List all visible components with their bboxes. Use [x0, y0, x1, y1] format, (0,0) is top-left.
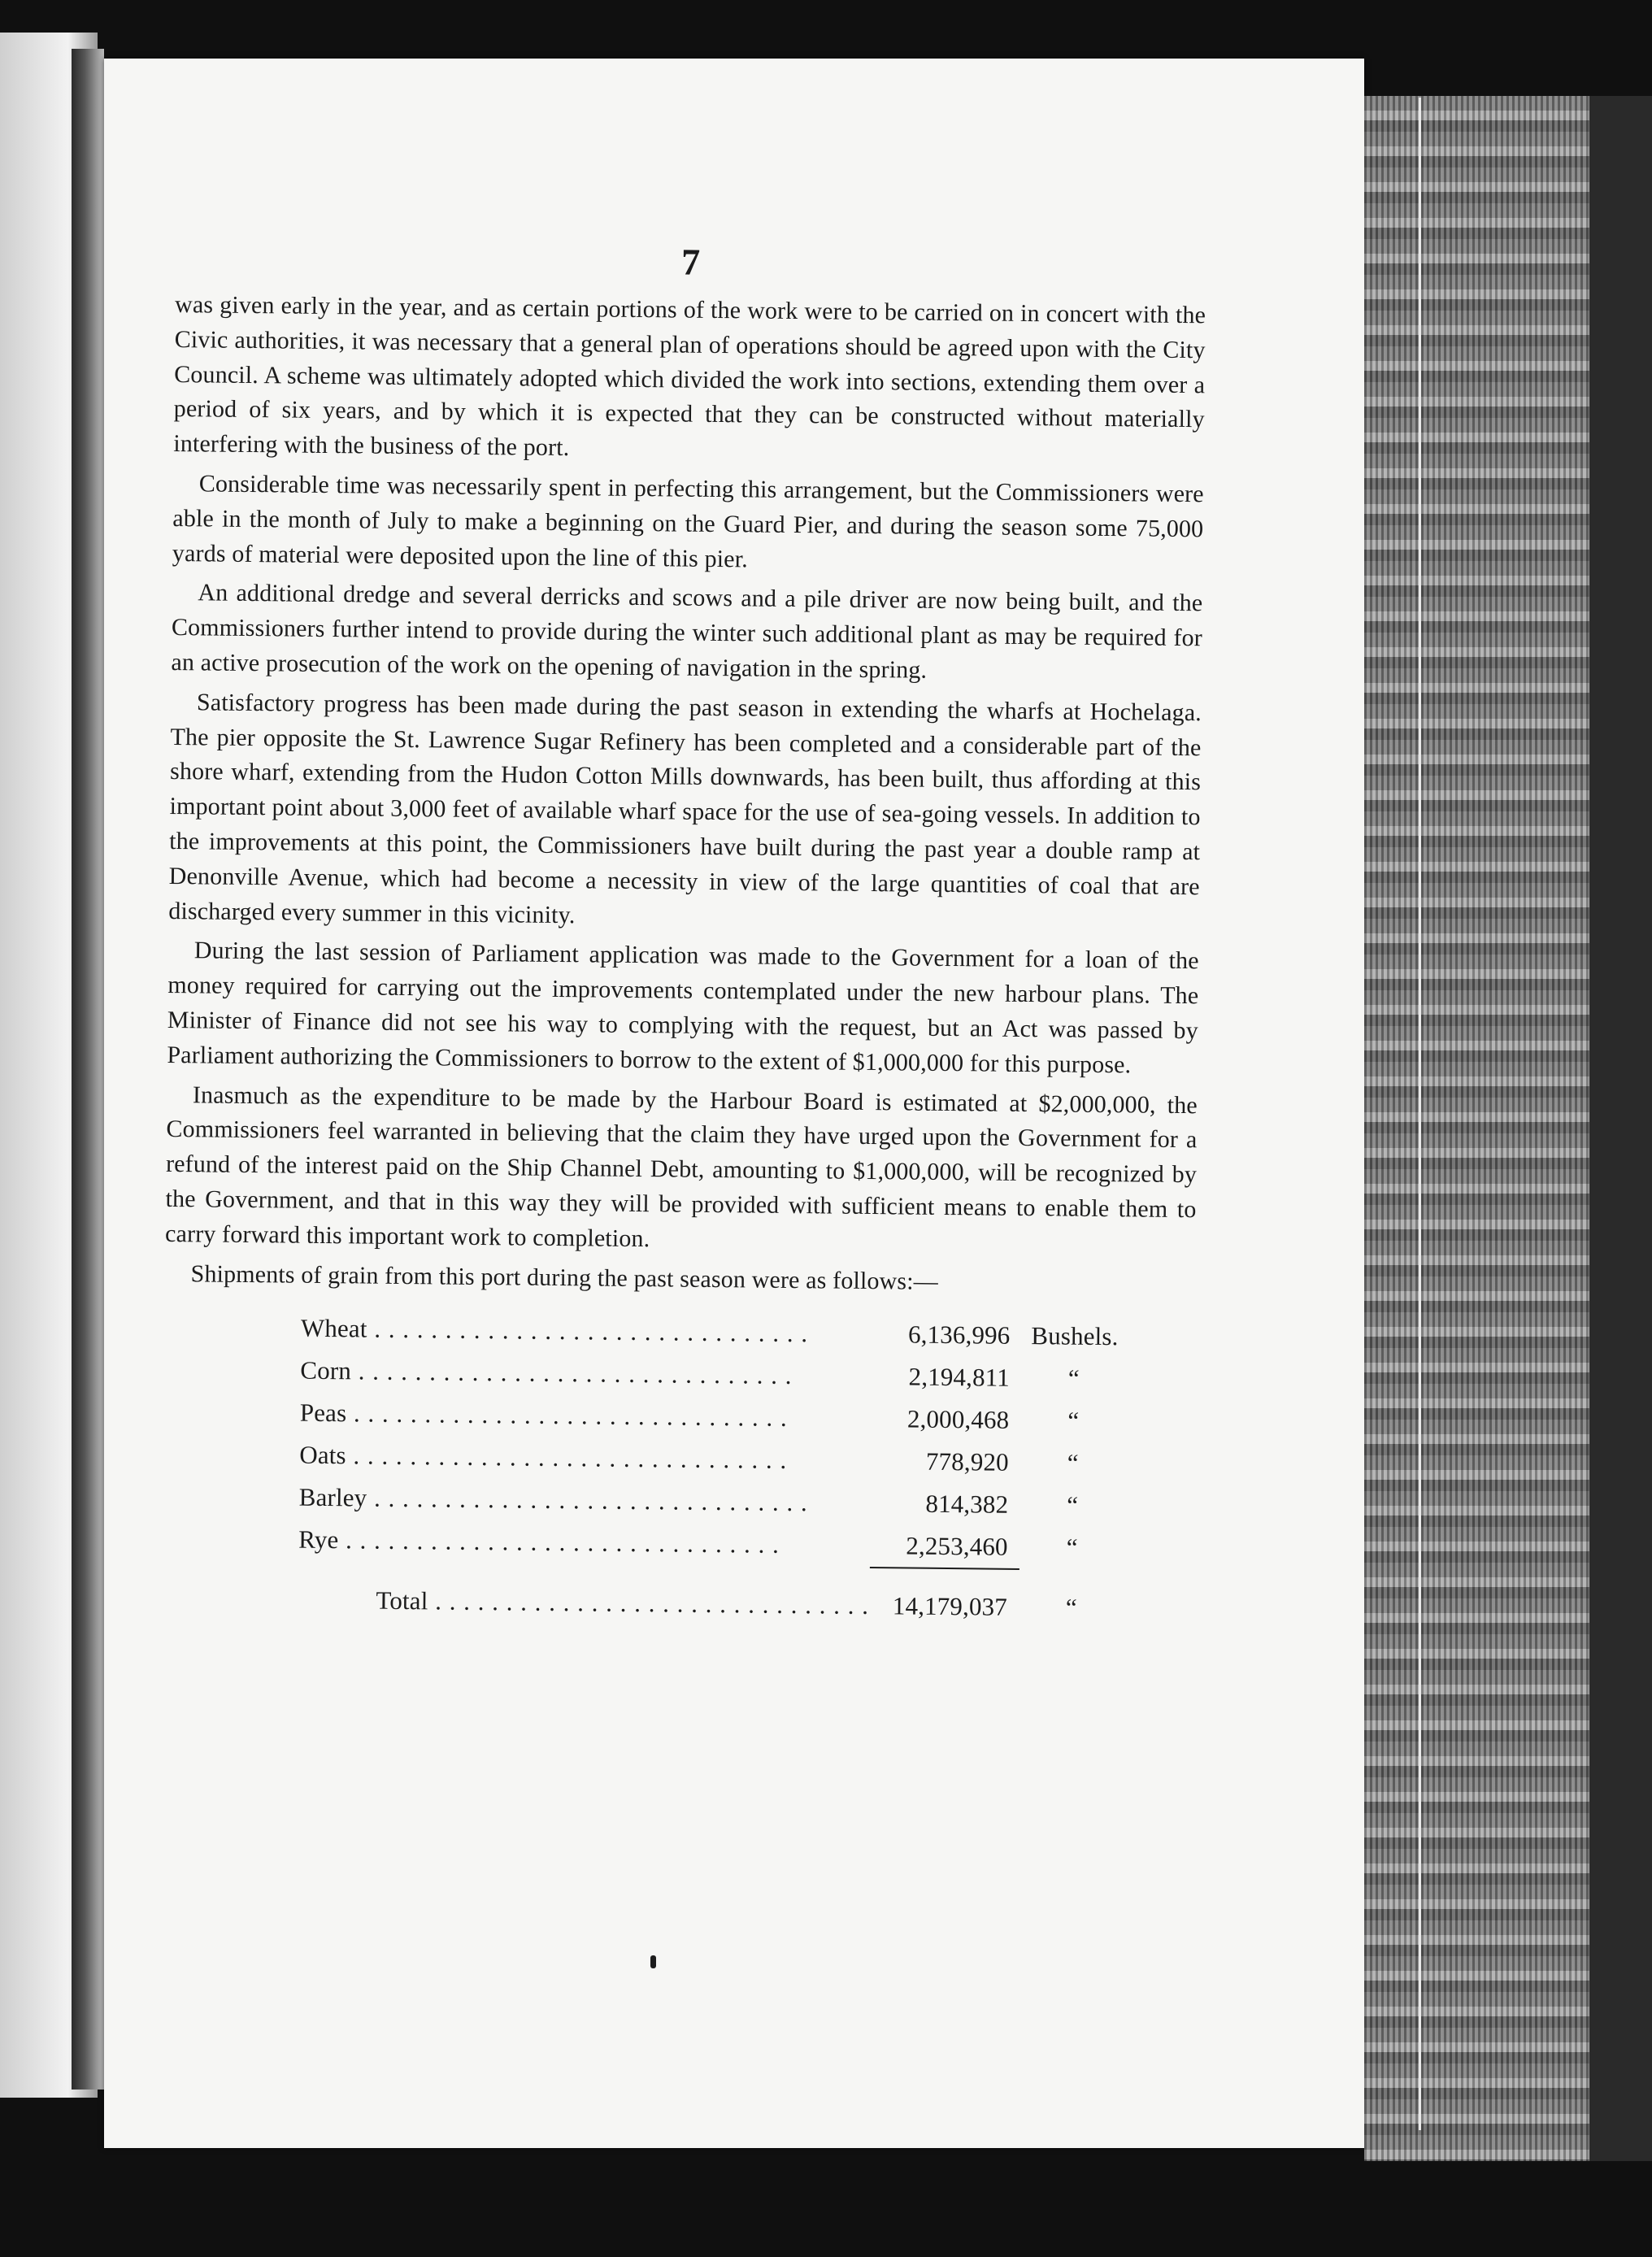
grain-unit-ditto: “ [1067, 1490, 1079, 1520]
grain-unit-ditto: “ [1067, 1363, 1080, 1394]
ink-mark [650, 1955, 656, 1968]
paragraph-3: An additional dredge and several derricks and scows and a pile driver are now being built, and the Commissioners further intend to provide during the winter such additional plant as may be required for an active prosecution of the work on the opening of navigation in the spring. [171, 579, 1203, 684]
paragraph-6: Inasmuch as the expenditure to be made by the Harbour Board is estimated at $2,000,000, the Commissioners feel warranted in believing that the claim they have urged upon the Government for a refund of the interest paid on the Ship Channel Debt, amounting to $1,000,000, will be recognized by the Government, and that in this way they will be provided with sufficient means to enable them to carry forward this important work to completion. [164, 1081, 1198, 1252]
total-label: Total . . . [298, 1572, 869, 1627]
grain-unit-ditto: “ [1067, 1448, 1079, 1478]
grain-shipments-table [298, 1307, 1182, 1630]
page-content [161, 236, 1206, 1630]
grain-name: Wheat . . . [301, 1307, 872, 1355]
grain-quantity: 814,382 [925, 1489, 1009, 1520]
grain-unit-ditto: “ [1067, 1406, 1080, 1436]
grain-quantity: 778,920 [925, 1447, 1009, 1477]
page-edge-highlight [1419, 98, 1421, 2130]
paragraph-1: was given early in the year, and as certain portions of the work were to be carried on in concert with the Civic authorities, it was necessary that a general plan of operations should be agreed upon with the City Council. A scheme was ultimately adopted which divided the work into sections, extending them over a period of six years, and by which it is expected that they can be constructed without materially interfering with the business of the port. [173, 290, 1206, 462]
total-row [298, 1572, 1180, 1630]
grain-name: Barley . . . [298, 1476, 870, 1524]
book-spine-shadow [72, 49, 104, 2090]
paragraph-7: Shipments of grain from this port during the past season were as follows:— [190, 1259, 939, 1295]
total-unit-ditto: “ [1065, 1593, 1078, 1623]
grain-name: Corn . . . [300, 1350, 872, 1398]
grain-unit-ditto: “ [1066, 1533, 1078, 1563]
grain-unit: Bushels. [1031, 1321, 1119, 1351]
paragraph-4: Satisfactory progress has been made during the past season in extending the wharfs at Hochelaga. The pier opposite the St. Lawrence Sugar Refinery has been completed and a considerable part of the shore wharf, extending from the Hudon Cotton Mills downwards, has been built, thus affording at this important point about 3,000 feet of available wharf space for the use of sea-going vessels. In addition to the improvements at this point, the Commissioners have built during the past year a double ramp at Denonville Avenue, which had become a necessity in view of the large quantities of coal that are discharged every summer in this vicinity. [168, 689, 1202, 928]
total-quantity: 14,179,037 [892, 1591, 1008, 1622]
grain-name: Rye . . . [298, 1519, 870, 1568]
paragraph-5: During the last session of Parliament application was made to the Government for a loan of the money required for carrying out the improvements contemplated under the new harbour plans. The Minister of Finance did not see his way to complying with the request, but an Act was passed by Parliament authorizing the Commissioners to borrow to the extent of $1,000,000 for this purpose. [167, 937, 1199, 1079]
page-number: 7 [680, 241, 701, 283]
grain-name: Oats . . . [299, 1434, 871, 1482]
grain-quantity: 2,000,468 [906, 1404, 1010, 1435]
grain-quantity: 6,136,996 [907, 1320, 1011, 1350]
paragraph-2: Considerable time was necessarily spent in perfecting this arrangement, but the Commissioners were able in the month of July to make a beginning on the Guard Pier, and during the season some 75,000 yards of material were deposited upon the line of this pier. [172, 470, 1204, 572]
page-block-edges [1364, 96, 1589, 2161]
grain-quantity: 2,253,460 [906, 1531, 1008, 1562]
book-cover-edge [1589, 96, 1652, 2161]
grain-name: Peas . . . [300, 1392, 872, 1440]
grain-quantity: 2,194,811 [908, 1362, 1011, 1393]
